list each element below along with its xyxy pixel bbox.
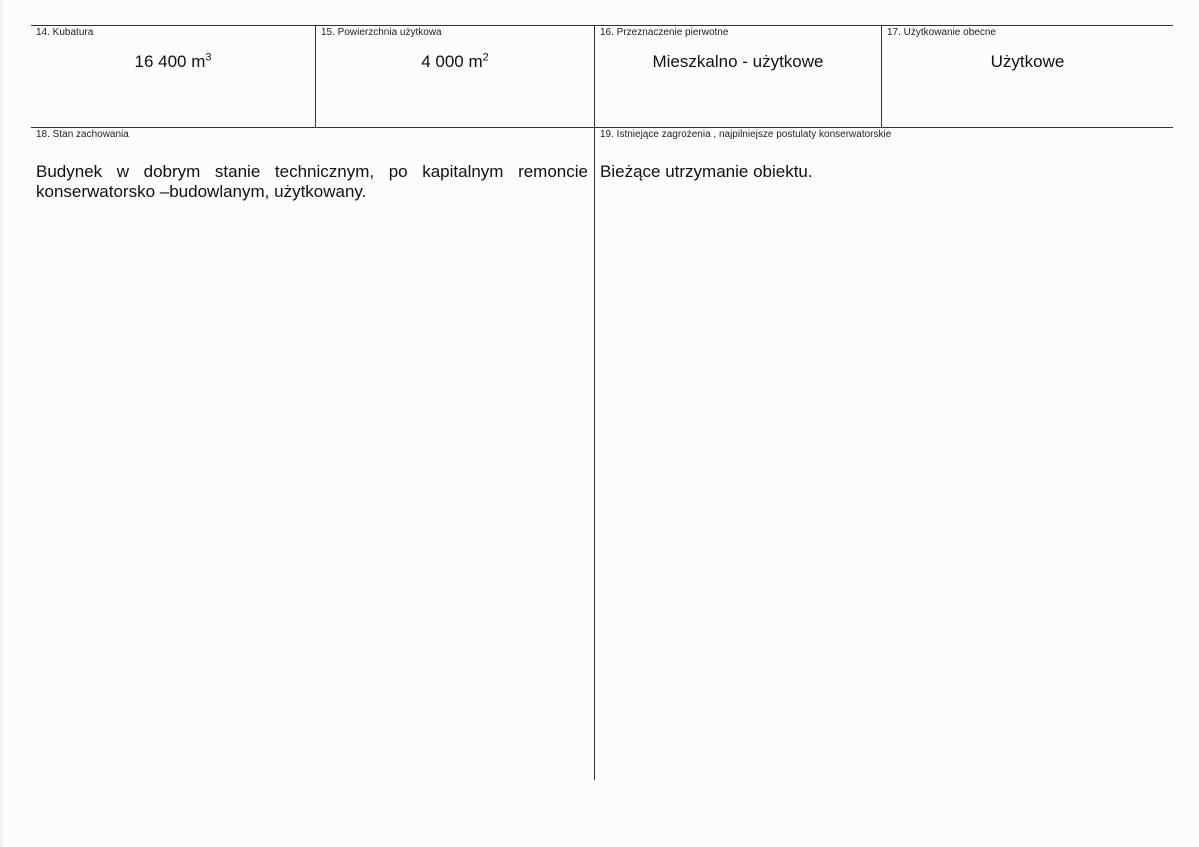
- field-value-zagrozenia: Bieżące utrzymanie obiektu.: [600, 162, 813, 181]
- field-value-powierzchnia: 4 000 $m^2$: [421, 51, 489, 71]
- field-label-przeznaczenie: 16. Przeznaczenie pierwotne: [600, 27, 729, 38]
- left-edge-shadow: [0, 0, 3, 847]
- top-border-line: [31, 25, 1173, 26]
- field-label-zagrozenia: 19. Istniejące zagrożenia , najpilniejsze postulaty konserwatorskie: [600, 129, 892, 140]
- stan-line-1: Budynek w dobrym stanie technicznym, po kapitalnym remoncie: [36, 162, 588, 181]
- field-value-stan: [36, 162, 588, 202]
- divider-center: [594, 25, 595, 780]
- field-value-uzytkowanie: Użytkowe: [990, 52, 1065, 71]
- field-label-powierzchnia: 15. Powierzchnia użytkowa: [321, 27, 442, 38]
- row-divider-line: [31, 127, 1173, 128]
- stan-line-2: konserwatorsko –budowlanym, użytkowany.: [36, 182, 367, 201]
- field-label-uzytkowanie: 17. Użytkowanie obecne: [887, 27, 996, 38]
- divider-16-17: [881, 25, 882, 127]
- field-value-przeznaczenie: Mieszkalno - użytkowe: [652, 52, 824, 71]
- divider-14-15: [315, 25, 316, 127]
- field-label-stan: 18. Stan zachowania: [36, 129, 129, 140]
- field-label-kubatura: 14. Kubatura: [36, 27, 94, 38]
- field-value-kubatura: 16 400 $m^3$: [134, 51, 212, 71]
